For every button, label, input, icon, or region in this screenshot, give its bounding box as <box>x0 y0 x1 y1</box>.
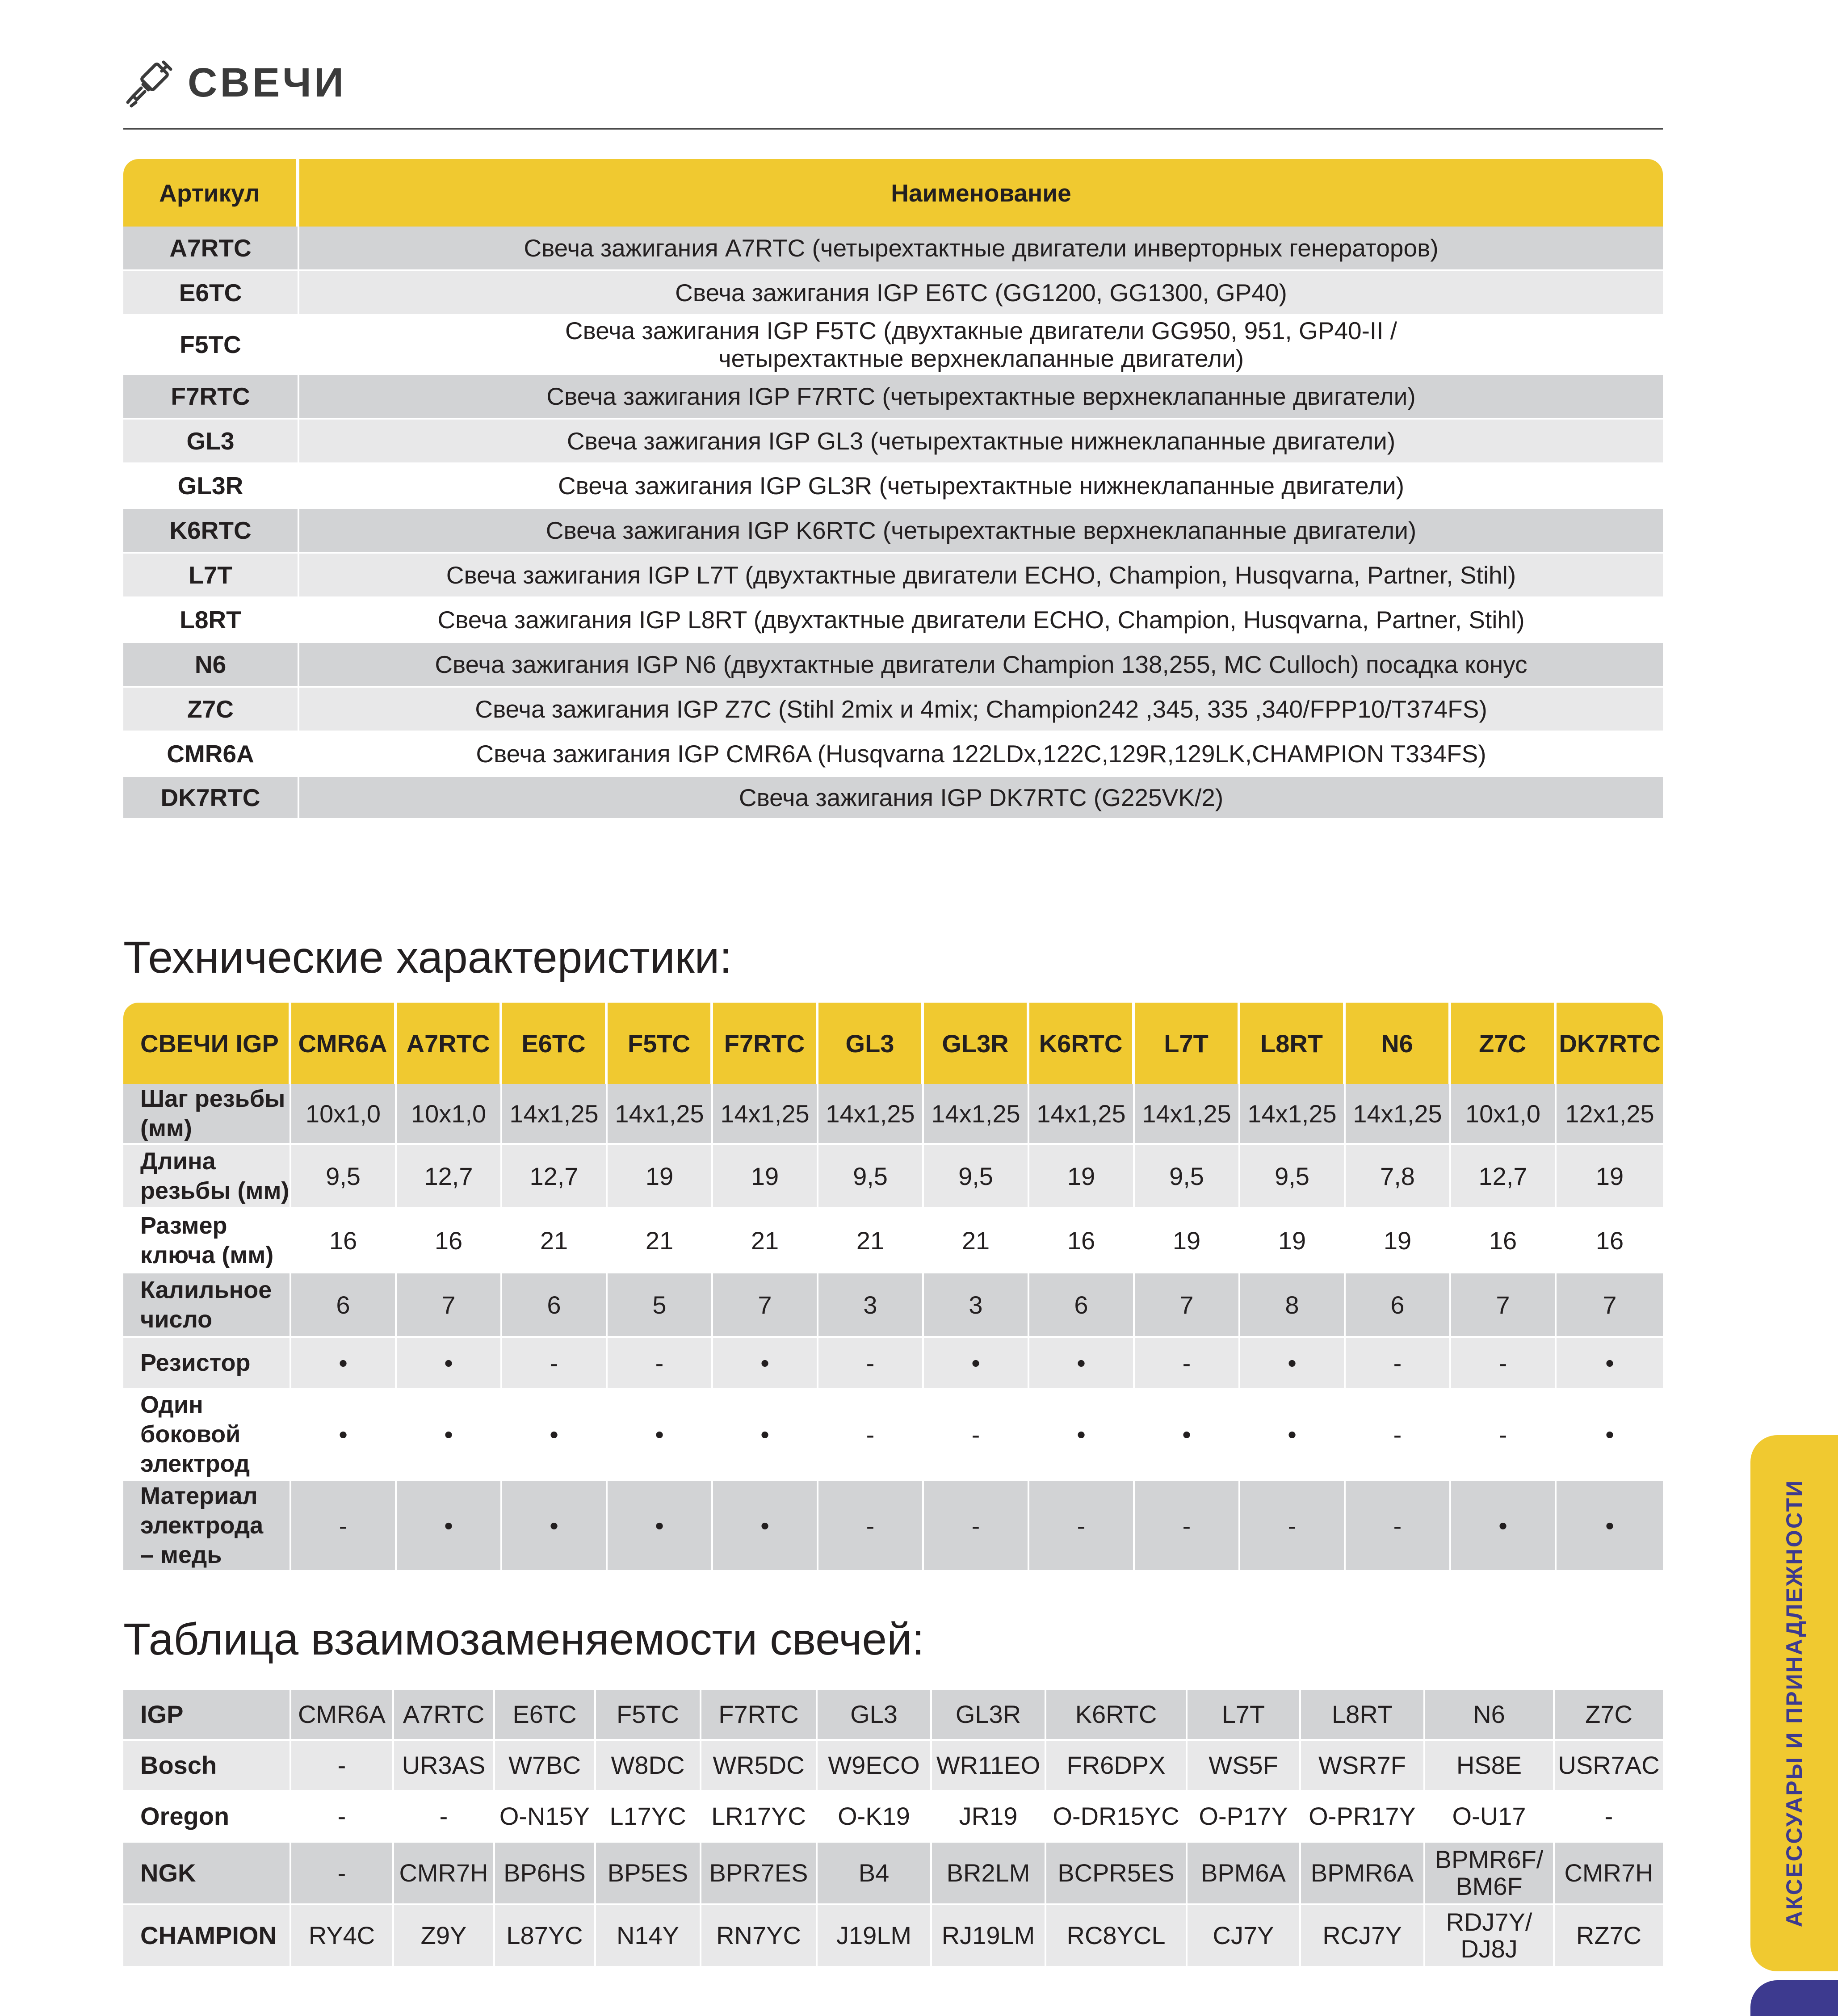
article-code-cell: Z7C <box>123 688 299 732</box>
equivalent-cell: BPMR6F/ BM6F <box>1425 1843 1555 1905</box>
equivalent-cell: BP6HS <box>495 1843 596 1905</box>
table-row <box>123 464 1663 509</box>
equivalent-cell: BPMR6A <box>1301 1843 1425 1905</box>
spec-value-cell: • <box>1029 1338 1135 1390</box>
spec-value-cell: - <box>1346 1338 1451 1390</box>
spec-value-cell: - <box>1240 1481 1346 1572</box>
table-row <box>123 688 1663 732</box>
spec-value-cell: - <box>818 1390 924 1481</box>
equivalent-cell: JR19 <box>932 1792 1046 1843</box>
spec-value-cell: • <box>608 1481 713 1572</box>
table-row <box>123 1084 1663 1145</box>
brand-label: Oregon <box>123 1792 291 1843</box>
equivalent-cell: Z7C <box>1555 1690 1663 1741</box>
article-code-cell: F7RTC <box>123 375 299 420</box>
spec-value-cell: 6 <box>1346 1273 1451 1338</box>
title-divider <box>123 128 1663 130</box>
spec-value-cell: 7 <box>1135 1273 1240 1338</box>
spec-value-cell: 12x1,25 <box>1557 1084 1663 1145</box>
spec-value-cell: - <box>924 1390 1029 1481</box>
article-name-cell: Свеча зажигания A7RTC (четырехтактные двигатели инверторных генераторов) <box>299 227 1663 271</box>
equivalent-cell: LR17YC <box>701 1792 818 1843</box>
spec-value-cell: 16 <box>291 1209 397 1273</box>
spec-value-cell: • <box>924 1338 1029 1390</box>
spec-row-label: Шаг резьбы (мм) <box>123 1084 291 1145</box>
spec-value-cell: 19 <box>1135 1209 1240 1273</box>
article-name-cell: Свеча зажигания IGP F7RTC (четырехтактные верхнеклапанные двигатели) <box>299 375 1663 420</box>
spec-value-cell: • <box>291 1338 397 1390</box>
spec-value-cell: • <box>1557 1338 1663 1390</box>
equivalent-cell: RDJ7Y/ DJ8J <box>1425 1905 1555 1968</box>
spec-value-cell: 7,8 <box>1346 1145 1451 1209</box>
spec-value-cell: • <box>502 1481 608 1572</box>
spec-column-header: L8RT <box>1240 1003 1346 1084</box>
spec-value-cell: 16 <box>1557 1209 1663 1273</box>
table-row <box>123 732 1663 777</box>
spec-value-cell: - <box>1346 1481 1451 1572</box>
spec-value-cell: - <box>818 1481 924 1572</box>
spec-value-cell: 14x1,25 <box>713 1084 818 1145</box>
article-code-cell: F5TC <box>123 316 299 375</box>
spec-value-cell: - <box>291 1481 397 1572</box>
specs-body <box>123 1084 1663 1572</box>
table-row <box>123 227 1663 271</box>
spec-row-label: Резистор <box>123 1338 291 1390</box>
articles-body <box>123 227 1663 820</box>
article-code-cell: GL3R <box>123 464 299 509</box>
table-row <box>123 271 1663 316</box>
spec-row-label: Калильное число <box>123 1273 291 1338</box>
table-row <box>123 1741 1663 1792</box>
spec-value-cell: 21 <box>608 1209 713 1273</box>
equivalent-cell: L7T <box>1188 1690 1301 1741</box>
spec-column-header: F5TC <box>608 1003 713 1084</box>
specs-table <box>123 1003 1663 1572</box>
spec-value-cell: 5 <box>608 1273 713 1338</box>
name-column-header: Наименование <box>299 159 1663 227</box>
spec-column-header: A7RTC <box>397 1003 502 1084</box>
equivalent-cell: UR3AS <box>394 1741 495 1792</box>
table-row <box>123 1792 1663 1843</box>
equivalent-cell: L87YC <box>495 1905 596 1968</box>
equivalent-cell: RCJ7Y <box>1301 1905 1425 1968</box>
table-row <box>123 375 1663 420</box>
equivalent-cell: BCPR5ES <box>1046 1843 1188 1905</box>
table-row <box>123 316 1663 375</box>
equivalent-cell: Z9Y <box>394 1905 495 1968</box>
spec-column-header: GL3 <box>818 1003 924 1084</box>
spec-column-header: L7T <box>1135 1003 1240 1084</box>
articles-table <box>123 159 1663 820</box>
article-name-cell: Свеча зажигания IGP GL3R (четырехтактные нижнеклапанные двигатели) <box>299 464 1663 509</box>
equivalent-cell: RZ7C <box>1555 1905 1663 1968</box>
equivalent-cell: L17YC <box>596 1792 701 1843</box>
spec-value-cell: 7 <box>397 1273 502 1338</box>
spec-row-label: Один боковой электрод <box>123 1390 291 1481</box>
spec-value-cell: • <box>1557 1481 1663 1572</box>
spec-value-cell: - <box>1029 1481 1135 1572</box>
spec-value-cell: 12,7 <box>1451 1145 1557 1209</box>
equivalent-cell: WS5F <box>1188 1741 1301 1792</box>
side-tab-next[interactable] <box>1750 1980 1838 2016</box>
table-row <box>123 643 1663 688</box>
article-name-cell: Свеча зажигания IGP E6TC (GG1200, GG1300, GP40) <box>299 271 1663 316</box>
equivalent-cell: O-K19 <box>818 1792 932 1843</box>
spec-value-cell: - <box>1451 1390 1557 1481</box>
spec-value-cell: 16 <box>1451 1209 1557 1273</box>
spec-column-header: N6 <box>1346 1003 1451 1084</box>
equivalent-cell: RJ19LM <box>932 1905 1046 1968</box>
spec-value-cell: - <box>1135 1481 1240 1572</box>
specs-header-row <box>123 1003 1663 1084</box>
article-name-cell: Свеча зажигания IGP L8RT (двухтактные двигатели ECHO, Champion, Husqvarna, Partner, Stihl) <box>299 598 1663 643</box>
brand-label: CHAMPION <box>123 1905 291 1968</box>
equivalent-cell: O-N15Y <box>495 1792 596 1843</box>
spec-value-cell: 14x1,25 <box>608 1084 713 1145</box>
interchange-table <box>123 1690 1663 1968</box>
spec-value-cell: 14x1,25 <box>502 1084 608 1145</box>
page-title: СВЕЧИ <box>188 59 347 105</box>
spec-value-cell: 10x1,0 <box>397 1084 502 1145</box>
spec-column-header: GL3R <box>924 1003 1029 1084</box>
equivalent-cell: GL3 <box>818 1690 932 1741</box>
spec-value-cell: 7 <box>1451 1273 1557 1338</box>
article-name-cell: Свеча зажигания IGP Z7C (Stihl 2mix и 4mix; Champion242 ,345, 335 ,340/FPP10/T374FS) <box>299 688 1663 732</box>
spec-value-cell: 10x1,0 <box>1451 1084 1557 1145</box>
equivalent-cell: O-U17 <box>1425 1792 1555 1843</box>
article-code-cell: L8RT <box>123 598 299 643</box>
spec-column-header: Z7C <box>1451 1003 1557 1084</box>
equivalent-cell: O-PR17Y <box>1301 1792 1425 1843</box>
spec-value-cell: 12,7 <box>502 1145 608 1209</box>
specs-corner-header: СВЕЧИ IGP <box>123 1003 291 1084</box>
article-name-cell: Свеча зажигания IGP F5TC (двухтакные двигатели GG950, 951, GP40-II / четырехтактные верхнеклапанные двигатели) <box>299 316 1663 375</box>
spec-value-cell: 19 <box>1557 1145 1663 1209</box>
table-row <box>123 777 1663 820</box>
equivalent-cell: - <box>1555 1792 1663 1843</box>
page-header <box>123 54 346 112</box>
article-column-header: Артикул <box>123 159 299 227</box>
spec-value-cell: 21 <box>818 1209 924 1273</box>
spec-value-cell: 19 <box>1029 1145 1135 1209</box>
spec-value-cell: 21 <box>924 1209 1029 1273</box>
equivalent-cell: - <box>291 1741 394 1792</box>
spec-value-cell: - <box>1346 1390 1451 1481</box>
equivalent-cell: CMR6A <box>291 1690 394 1741</box>
spec-value-cell: 7 <box>1557 1273 1663 1338</box>
table-row <box>123 1690 1663 1741</box>
table-row <box>123 1338 1663 1390</box>
spec-value-cell: 14x1,25 <box>1240 1084 1346 1145</box>
spec-value-cell: 9,5 <box>924 1145 1029 1209</box>
spec-value-cell: • <box>397 1481 502 1572</box>
spec-value-cell: • <box>1451 1481 1557 1572</box>
spec-value-cell: 14x1,25 <box>1029 1084 1135 1145</box>
equivalent-cell: F7RTC <box>701 1690 818 1741</box>
equivalent-cell: F5TC <box>596 1690 701 1741</box>
brand-label: Bosch <box>123 1741 291 1792</box>
spec-value-cell: 9,5 <box>1240 1145 1346 1209</box>
equivalent-cell: L8RT <box>1301 1690 1425 1741</box>
spec-value-cell: - <box>924 1481 1029 1572</box>
article-name-cell: Свеча зажигания IGP CMR6A (Husqvarna 122LDx,122C,129R,129LK,CHAMPION T334FS) <box>299 732 1663 777</box>
table-row <box>123 598 1663 643</box>
article-code-cell: L7T <box>123 554 299 598</box>
spec-value-cell: - <box>1135 1338 1240 1390</box>
spec-value-cell: 10x1,0 <box>291 1084 397 1145</box>
equivalent-cell: E6TC <box>495 1690 596 1741</box>
equivalent-cell: WR11EO <box>932 1741 1046 1792</box>
xref-title: Таблица взаимозаменяемости свечей: <box>123 1614 924 1664</box>
spec-value-cell: - <box>818 1338 924 1390</box>
equivalent-cell: CJ7Y <box>1188 1905 1301 1968</box>
equivalent-cell: - <box>291 1843 394 1905</box>
side-tab-label: АКСЕССУАРЫ И ПРИНАДЛЕЖНОСТИ <box>1782 1479 1807 1928</box>
spec-column-header: E6TC <box>502 1003 608 1084</box>
spec-column-header: DK7RTC <box>1557 1003 1663 1084</box>
articles-header-row <box>123 159 1663 227</box>
equivalent-cell: RY4C <box>291 1905 394 1968</box>
article-name-cell: Свеча зажигания IGP N6 (двухтактные двигатели Champion 138,255, MC Culloch) посадка конус <box>299 643 1663 688</box>
spec-row-label: Размер ключа (мм) <box>123 1209 291 1273</box>
equivalent-cell: CMR7H <box>1555 1843 1663 1905</box>
table-row <box>123 1481 1663 1572</box>
spark-plug-icon <box>123 56 177 109</box>
spec-value-cell: • <box>291 1390 397 1481</box>
article-code-cell: N6 <box>123 643 299 688</box>
spec-value-cell: - <box>502 1338 608 1390</box>
spec-value-cell: 14x1,25 <box>1135 1084 1240 1145</box>
spec-value-cell: 19 <box>1346 1209 1451 1273</box>
spec-value-cell: 16 <box>1029 1209 1135 1273</box>
equivalent-cell: USR7AC <box>1555 1741 1663 1792</box>
section-side-tab[interactable] <box>1750 1435 1838 1971</box>
equivalent-cell: - <box>394 1792 495 1843</box>
equivalent-cell: CMR7H <box>394 1843 495 1905</box>
equivalent-cell: BR2LM <box>932 1843 1046 1905</box>
equivalent-cell: A7RTC <box>394 1690 495 1741</box>
equivalent-cell: O-DR15YC <box>1046 1792 1188 1843</box>
spec-value-cell: 6 <box>1029 1273 1135 1338</box>
table-row <box>123 1843 1663 1905</box>
spec-column-header: F7RTC <box>713 1003 818 1084</box>
spec-value-cell: • <box>502 1390 608 1481</box>
article-code-cell: GL3 <box>123 420 299 464</box>
spec-value-cell: • <box>713 1390 818 1481</box>
equivalent-cell: W7BC <box>495 1741 596 1792</box>
table-row <box>123 1390 1663 1481</box>
spec-value-cell: 9,5 <box>1135 1145 1240 1209</box>
spec-value-cell: 14x1,25 <box>1346 1084 1451 1145</box>
equivalent-cell: HS8E <box>1425 1741 1555 1792</box>
article-name-cell: Свеча зажигания IGP K6RTC (четырехтактные верхнеклапанные двигатели) <box>299 509 1663 554</box>
article-name-cell: Свеча зажигания IGP GL3 (четырехтактные нижнеклапанные двигатели) <box>299 420 1663 464</box>
spec-value-cell: 3 <box>924 1273 1029 1338</box>
spec-value-cell: 12,7 <box>397 1145 502 1209</box>
spec-value-cell: 19 <box>1240 1209 1346 1273</box>
article-name-cell: Свеча зажигания IGP L7T (двухтактные двигатели ECHO, Champion, Husqvarna, Partner, Stihl) <box>299 554 1663 598</box>
equivalent-cell: WR5DC <box>701 1741 818 1792</box>
spec-value-cell: • <box>1240 1338 1346 1390</box>
spec-value-cell: • <box>1557 1390 1663 1481</box>
article-code-cell: DK7RTC <box>123 777 299 820</box>
article-code-cell: A7RTC <box>123 227 299 271</box>
spec-value-cell: 14x1,25 <box>924 1084 1029 1145</box>
article-code-cell: E6TC <box>123 271 299 316</box>
equivalent-cell: N14Y <box>596 1905 701 1968</box>
table-row <box>123 1209 1663 1273</box>
spec-value-cell: 21 <box>713 1209 818 1273</box>
table-row <box>123 554 1663 598</box>
brand-label: NGK <box>123 1843 291 1905</box>
spec-row-label: Длина резьбы (мм) <box>123 1145 291 1209</box>
spec-value-cell: 9,5 <box>291 1145 397 1209</box>
spec-value-cell: • <box>1135 1390 1240 1481</box>
equivalent-cell: - <box>291 1792 394 1843</box>
table-row <box>123 420 1663 464</box>
equivalent-cell: W8DC <box>596 1741 701 1792</box>
spec-value-cell: 21 <box>502 1209 608 1273</box>
equivalent-cell: N6 <box>1425 1690 1555 1741</box>
specs-title: Технические характеристики: <box>123 932 732 983</box>
spec-value-cell: 6 <box>502 1273 608 1338</box>
equivalent-cell: RN7YC <box>701 1905 818 1968</box>
article-code-cell: K6RTC <box>123 509 299 554</box>
equivalent-cell: J19LM <box>818 1905 932 1968</box>
brand-label: IGP <box>123 1690 291 1741</box>
table-row <box>123 1905 1663 1968</box>
equivalent-cell: BPR7ES <box>701 1843 818 1905</box>
spec-value-cell: 8 <box>1240 1273 1346 1338</box>
spec-value-cell: 3 <box>818 1273 924 1338</box>
spec-column-header: CMR6A <box>291 1003 397 1084</box>
spec-value-cell: • <box>397 1390 502 1481</box>
spec-value-cell: 19 <box>713 1145 818 1209</box>
spec-value-cell: 9,5 <box>818 1145 924 1209</box>
spec-value-cell: • <box>713 1481 818 1572</box>
spec-value-cell: • <box>1240 1390 1346 1481</box>
spec-row-label: Материал электрода – медь <box>123 1481 291 1572</box>
table-row <box>123 509 1663 554</box>
spec-value-cell: 19 <box>608 1145 713 1209</box>
equivalent-cell: W9ECO <box>818 1741 932 1792</box>
equivalent-cell: O-P17Y <box>1188 1792 1301 1843</box>
equivalent-cell: GL3R <box>932 1690 1046 1741</box>
spec-value-cell: 6 <box>291 1273 397 1338</box>
spec-value-cell: • <box>397 1338 502 1390</box>
equivalent-cell: BPM6A <box>1188 1843 1301 1905</box>
equivalent-cell: B4 <box>818 1843 932 1905</box>
spec-value-cell: • <box>1029 1390 1135 1481</box>
spec-value-cell: • <box>713 1338 818 1390</box>
spec-value-cell: • <box>608 1390 713 1481</box>
article-code-cell: CMR6A <box>123 732 299 777</box>
interchange-body <box>123 1690 1663 1968</box>
spec-value-cell: 16 <box>397 1209 502 1273</box>
spec-value-cell: 7 <box>713 1273 818 1338</box>
table-row <box>123 1273 1663 1338</box>
equivalent-cell: RC8YCL <box>1046 1905 1188 1968</box>
spec-value-cell: - <box>1451 1338 1557 1390</box>
spec-value-cell: - <box>608 1338 713 1390</box>
article-name-cell: Свеча зажигания IGP DK7RTC (G225VK/2) <box>299 777 1663 820</box>
spec-value-cell: 14x1,25 <box>818 1084 924 1145</box>
equivalent-cell: K6RTC <box>1046 1690 1188 1741</box>
equivalent-cell: WSR7F <box>1301 1741 1425 1792</box>
table-row <box>123 1145 1663 1209</box>
equivalent-cell: FR6DPX <box>1046 1741 1188 1792</box>
equivalent-cell: BP5ES <box>596 1843 701 1905</box>
spec-column-header: K6RTC <box>1029 1003 1135 1084</box>
